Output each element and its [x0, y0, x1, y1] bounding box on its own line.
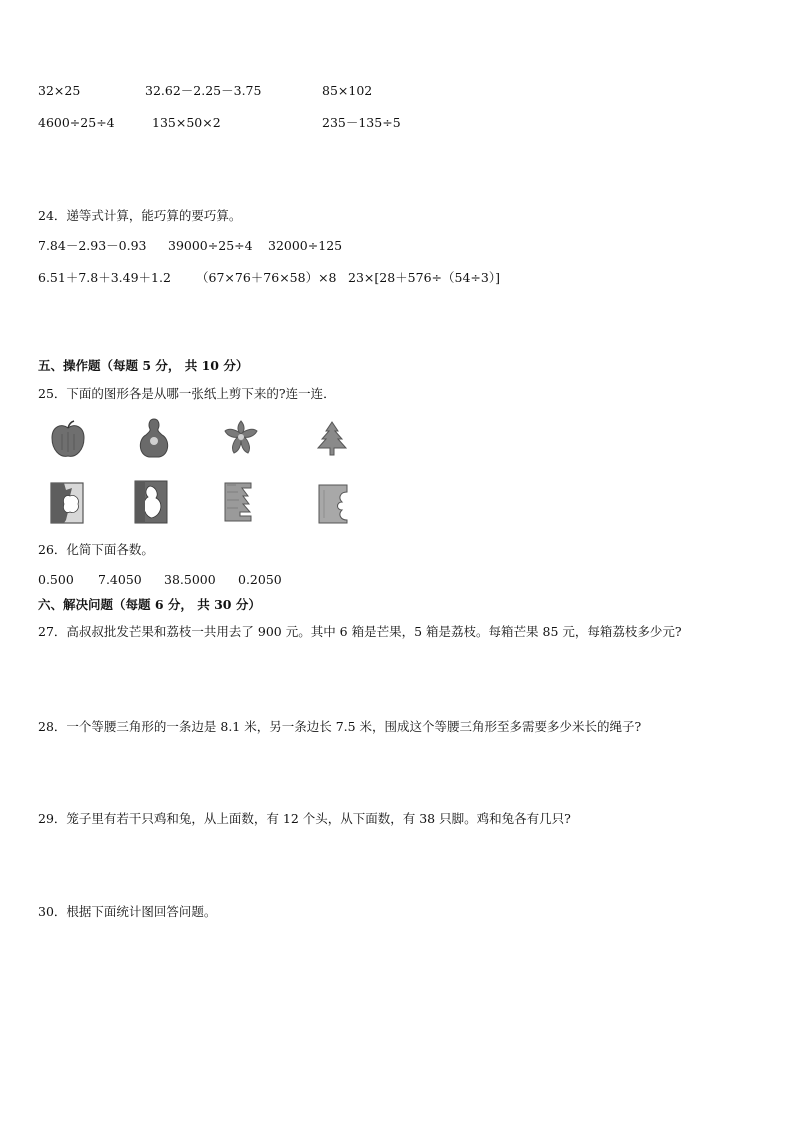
expression: 7.84－2.93－0.93 [38, 238, 147, 253]
expression: 4600÷25÷4 [38, 115, 115, 130]
number: 0.500 [38, 572, 74, 587]
flower-shape-icon [222, 419, 260, 457]
section-6-heading: 六、解决问题（每题 6 分， 共 30 分） [38, 597, 261, 612]
expression: 23×[28＋576÷（54÷3）] [348, 270, 500, 285]
expression: 39000÷25÷4 [168, 238, 253, 253]
section-5-heading: 五、操作题（每题 5 分， 共 10 分） [38, 358, 249, 373]
expression: 32×25 [38, 83, 81, 98]
question-30: 30．根据下面统计图回答问题。 [38, 904, 217, 919]
cut-paper-flower-icon [318, 484, 348, 524]
question-28: 28．一个等腰三角形的一条边是 8.1 米，另一条边长 7.5 米，围成这个等腰三角形至多需要多少米长的绳子? [38, 719, 642, 734]
gourd-shape-icon [137, 417, 171, 459]
number: 0.2050 [238, 572, 282, 587]
question-24-title: 24．递等式计算，能巧算的要巧算。 [38, 208, 242, 223]
cut-paper-tree-icon [224, 482, 252, 522]
question-27: 27．高叔叔批发芒果和荔枝一共用去了 900 元。其中 6 箱是芒果，5 箱是荔枝。每箱芒果 85 元，每箱荔枝多少元? [38, 624, 682, 639]
cut-paper-gourd-icon [134, 480, 168, 524]
expression: （67×76＋76×58）×8 [196, 270, 337, 285]
question-25: 25．下面的图形各是从哪一张纸上剪下来的?连一连． [38, 386, 336, 401]
expression: 235－135÷5 [322, 115, 401, 130]
tree-shape-icon [314, 421, 350, 457]
expression: 6.51＋7.8＋3.49＋1.2 [38, 270, 171, 285]
number: 38.5000 [164, 572, 216, 587]
expression: 32000÷125 [268, 238, 343, 253]
expression: 135×50×2 [152, 115, 221, 130]
question-29: 29．笼子里有若干只鸡和兔，从上面数，有 12 个头，从下面数，有 38 只脚。鸡和兔各有几只? [38, 811, 571, 826]
cut-paper-apple-icon [50, 482, 84, 524]
expression: 32.62－2.25－3.75 [145, 83, 262, 98]
apple-shape-icon [50, 420, 86, 460]
expression: 85×102 [322, 83, 373, 98]
question-26: 26．化简下面各数。 [38, 542, 154, 557]
number: 7.4050 [98, 572, 142, 587]
